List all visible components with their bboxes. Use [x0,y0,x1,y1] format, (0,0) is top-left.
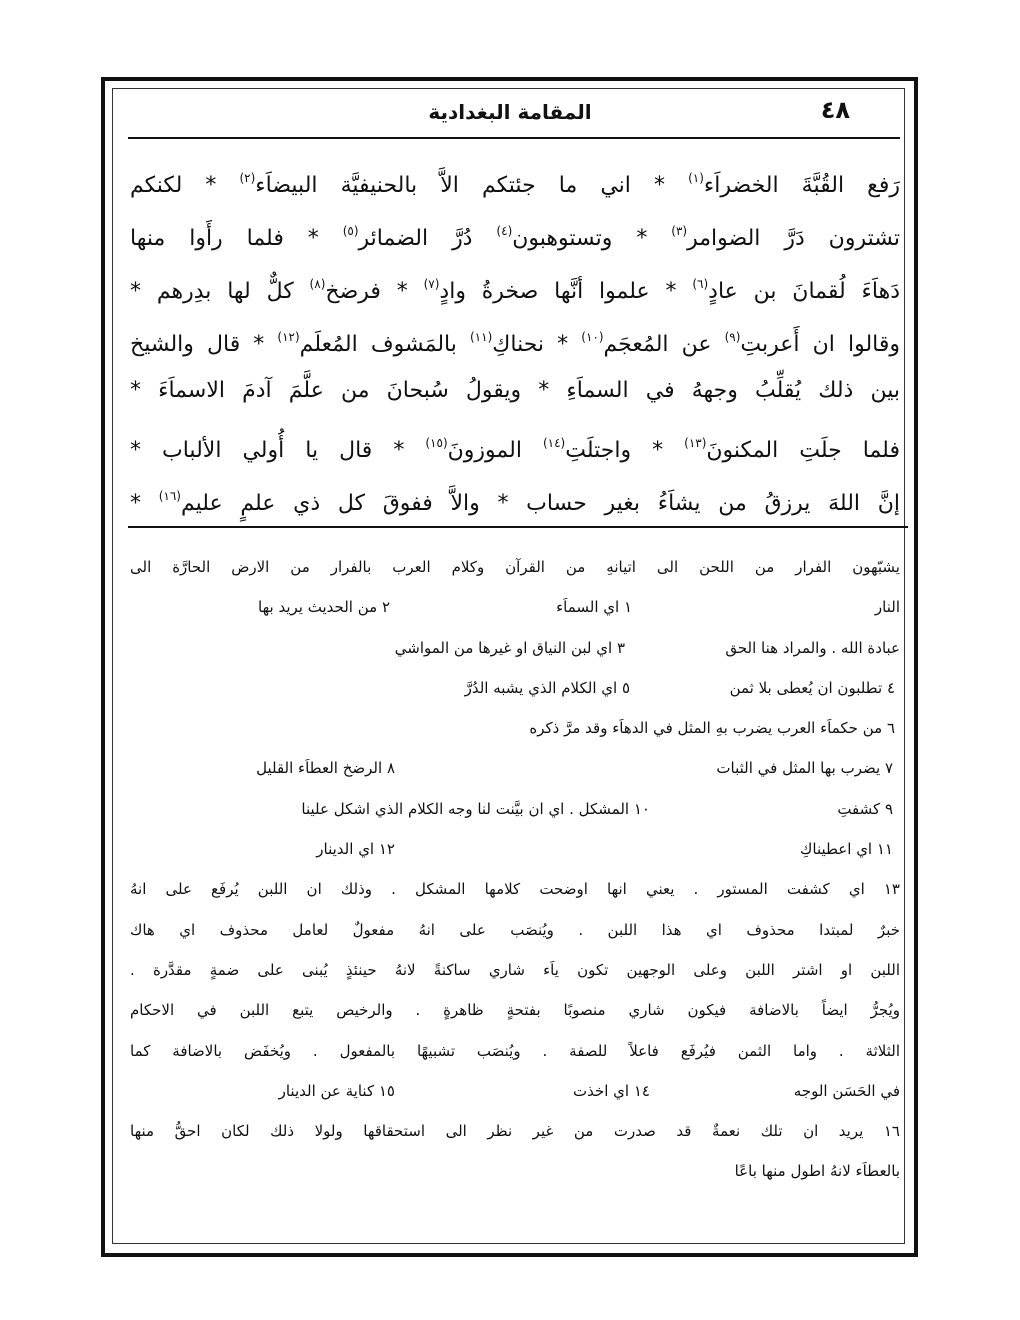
main-text-line [130,205,900,258]
footnote-text: في الحَسَن الوجه [793,1081,900,1100]
footnote-text: ١٥ كناية عن الدينار [278,1081,395,1100]
footnote-line [130,1031,900,1071]
footnote-ref: (٦) [692,277,709,291]
footnote-ref: (٤) [496,224,513,238]
footnotes-block [130,547,900,1192]
main-text-line [130,364,900,417]
footnote-ref: (١٢) [277,330,300,344]
main-text: الموزونَ [447,438,543,463]
page-number: ٤٨ [820,96,850,124]
footnote-text: النار [874,598,900,617]
footnote-text: ١٢ اي الدينار [316,840,395,859]
footnote-text: ١ اي السماَء [556,598,632,617]
footnote-ref: (١٠) [581,330,604,344]
main-text: فلما جلَتِ المكنونَ [706,438,900,463]
main-text: * لكنكم [130,173,240,198]
main-text: بين ذلك يُقلِّبُ وجههُ في السماَءِ * ويقولُ سُبحانَ من علَّمَ آدمَ الاسماَءَ * [130,378,900,403]
footnote-text: ٣ اي لبن النياق او غيرها من المواشي [394,638,625,657]
footnote-text: ٨ الرضخ العطاَء القليل [256,759,395,778]
footnote-line [130,990,900,1030]
footnote-text: ويُجرُّ ايضاً بالاضافة فيكون شاري منصوبًا بفتحةٍ ظاهرةٍ . والرخيص يتبع اللبن في الاحكام [130,1001,900,1020]
main-text: دُرَّ الضمائر [358,226,497,251]
footnote-text: اللبن او اشتر اللبن وعلى الوجهين تكون ياَء شاري ساكنةً لانهُ حينئذٍ يُبنى على ضمةٍ مقدَّرة . [130,960,900,979]
main-text: * قال والشيخ [130,332,278,357]
footnote-ref: (٢) [239,171,256,185]
footnote-line [130,829,900,869]
footnote-text: ١١ اي اعطيناكِ [800,840,893,859]
footnote-line [130,910,900,950]
footnote-ref: (٣) [671,224,688,238]
footnote-ref: (١٦) [158,489,181,503]
footnote-line [130,1071,900,1111]
footnote-line [130,869,900,909]
footnote-ref: (١) [688,171,704,185]
footnote-text: ١٣ اي كشفت المستور . يعني انها اوضحت كلامها المشكل . وذلك ان اللبن يُرفَع على انهُ [130,880,900,899]
footnote-ref: (٧) [423,277,440,291]
main-text: * نحناكِ [492,332,582,357]
footnote-text: ٢ من الحديث يريد بها [258,598,390,617]
footnote-line [130,708,900,748]
footnote-text: ١٦ يريد ان تلك نعمةٌ قد صدرت من غير نظر الى استحقاقها ولولا ذلك لكان احقُّ منها [130,1122,900,1141]
footnote-ref: (٨) [309,277,326,291]
footnote-text: ١٤ اي اخذت [572,1081,650,1100]
footnote-line [130,587,900,627]
footnote-ref: (٩) [724,330,741,344]
footnote-ref: (١٥) [425,436,448,450]
footnote-ref: (١٤) [542,436,566,450]
footnote-text: ٦ من حكماَء العرب يضرب بهِ المثل في الدهاَء وقد مرَّ ذكره [529,719,895,738]
footnote-line [130,748,900,788]
main-text: بالمَشوف المُعلَم [299,332,470,357]
main-text-line [130,311,900,364]
main-text: * واجتلَتِ [565,438,685,463]
main-text: * قال يا أُولي الألباب * [130,438,426,463]
footnote-text: ٥ اي الكلام الذي يشبه الدُرَّ [464,678,630,697]
main-text: * علموا أنَّها صخرةُ وادٍ [439,279,693,304]
main-text: * فرضخ [325,279,424,304]
footnotes-divider [128,526,908,528]
main-text: * فلما رأَوا منها [130,226,343,251]
footnote-text: عبادة الله . والمراد هنا الحق [725,638,900,657]
footnote-ref: (١١) [469,330,493,344]
main-text: * وتستوهبون [512,226,672,251]
main-text: إنَّ اللهَ يرزقُ من يشاَءُ بغير حساب * والاَّ ففوقَ كل ذي علمٍ عليم [180,491,900,516]
footnote-line [130,668,900,708]
main-text: تشترون دَرَّ الضوامر [687,226,900,251]
footnote-text: بالعطاَء لانهُ اطول منها باعًا [734,1162,900,1181]
footnote-line [130,547,900,587]
main-text: وقالوا ان أَعربتِ [740,332,900,357]
footnote-ref: (١٣) [684,436,707,450]
footnote-line [130,1151,900,1191]
footnote-text: ٧ يضرب بها المثل في الثبات [716,759,893,778]
main-text: كلٌّ لها بدِرهم * [130,279,310,304]
footnote-text: الثلاثة . واما الثمن فيُرفَع فاعلاً للصفة . ويُنصَب تشبيهًا بالمفعول . ويُخفَض بالاضافة كما [130,1041,900,1060]
main-text-line [130,417,900,470]
main-text-line [130,258,900,311]
main-text: عن المُعجَم [603,332,725,357]
footnote-line [130,950,900,990]
footnote-text: ١٠ المشكل . اي ان بيَّنت لنا وجه الكلام الذي اشكل علينا [301,799,650,818]
main-text-line [130,470,900,523]
main-text: * اني ما جئتكم الاَّ بالحنيفيَّة البيضاَء [255,173,689,198]
footnote-line [130,628,900,668]
main-text: دَهاَءَ لُقمانَ بن عادٍ [708,279,900,304]
footnote-text: ٩ كشفتِ [837,799,893,818]
header-divider [128,137,900,139]
footnote-line [130,789,900,829]
page-title: المقامة البغدادية [428,100,592,124]
footnote-text: ٤ تطلبون ان يُعطى بلا ثمن [729,678,895,697]
footnote-text: خبرٌ لمبتدا محذوف اي هذا اللبن . ويُنصَب على انهُ مفعولٌ لعامل محذوف اي هاك [130,920,900,939]
footnote-ref: (٥) [342,224,359,238]
main-text-line [130,152,900,205]
footnote-line [130,1111,900,1151]
main-text: رَفع القُبَّةَ الخضراَء [703,173,900,198]
footnote-text: يشبّهون الفرار من اللحن الى اتيانهِ من القرآن وكلام العرب بالفرار من الارض الحارَّة الى [130,558,900,576]
main-text: * [130,491,159,516]
main-text-block [130,152,900,523]
